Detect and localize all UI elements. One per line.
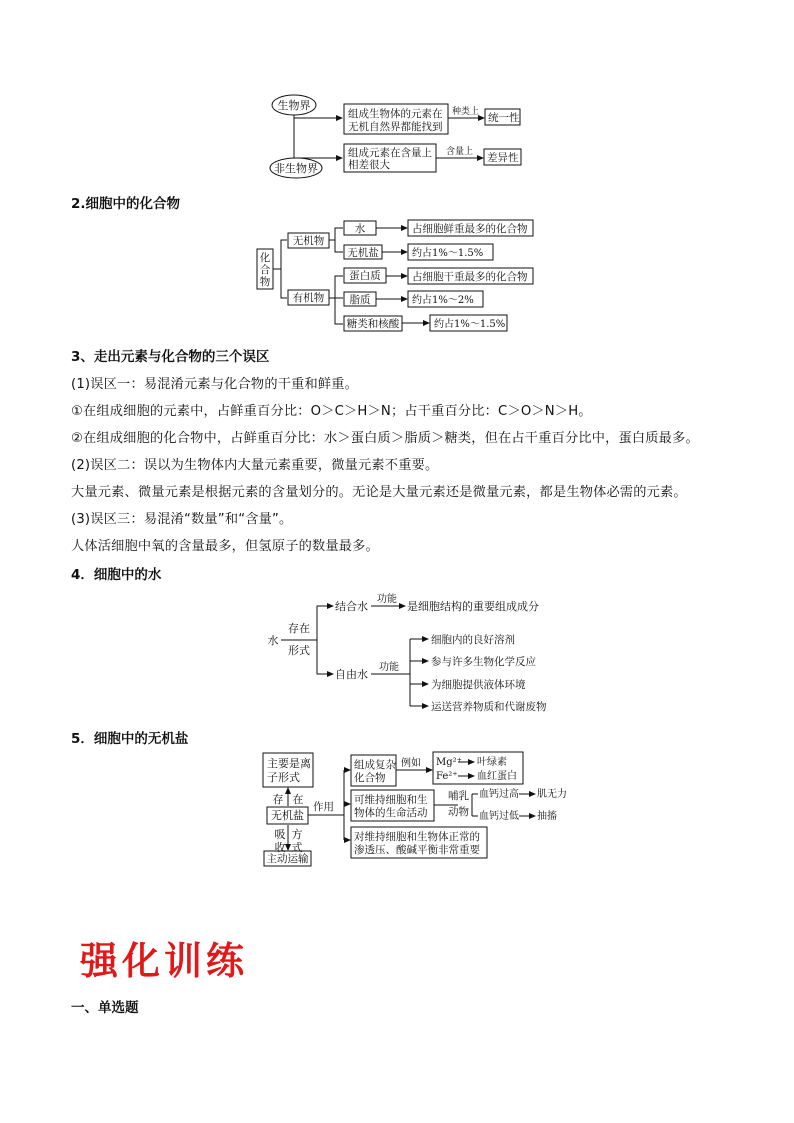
section4-title: 4．细胞中的水 (71, 567, 162, 583)
role1-line2: 化合物 (354, 772, 386, 784)
mammal-line2: 动物 (448, 806, 469, 818)
inorganic-label: 无机物 (292, 235, 325, 247)
bound-func-label: 功能 (377, 594, 397, 605)
method-char-1: 方 (291, 828, 303, 841)
water-label: 水 (354, 223, 366, 235)
lipid-desc: 约占1%～2% (412, 295, 474, 306)
mg-ion: Mg²⁺ (436, 757, 462, 768)
free-func-3: 为细胞提供液体环境 (431, 679, 526, 691)
action-label: 作用 (313, 801, 334, 813)
absorb-char-2: 收 (274, 841, 286, 854)
fe-ion: Fe²⁺ (436, 771, 458, 782)
section5-title: 5．细胞中的无机盐 (71, 731, 189, 747)
exist-char-1: 存 (272, 793, 284, 806)
root-char-2: 合 (259, 264, 271, 276)
section3-line-3: ②在组成细胞的化合物中，占鲜重百分比：水＞蛋白质＞脂质＞糖类，但在占干重百分比中，蛋白质最多。 (71, 431, 699, 446)
section3-line-4: (2)误区二：误以为生物体内大量元素重要，微量元素不重要。 (71, 458, 439, 473)
single-choice-title: 一、单选题 (71, 1000, 139, 1016)
salt-label: 无机盐 (347, 247, 379, 259)
diagram-water (265, 590, 565, 720)
box2-line2: 相差很大 (348, 159, 390, 171)
role1-line1: 组成复杂 (354, 759, 396, 771)
free-func-2: 参与许多生物化学反应 (431, 656, 536, 668)
mammal-line1: 哺乳 (448, 790, 469, 802)
box2-line1: 组成元素在含量上 (348, 147, 432, 159)
salt-desc: 约占1%～1.5% (412, 248, 484, 259)
water-desc: 占细胞鲜重最多的化合物 (412, 223, 528, 235)
absorb-char-1: 吸 (274, 828, 286, 841)
bound-func-desc: 是细胞结构的重要组成成分 (407, 600, 539, 613)
nonbio-world-label: 非生物界 (274, 162, 318, 175)
sugar-desc: 约占1%～1.5% (434, 319, 506, 330)
main-form-line1: 主要是离 (267, 757, 311, 770)
example-label: 例如 (401, 758, 421, 769)
diagram-compounds (255, 215, 540, 335)
training-title: 强化训练 (80, 938, 249, 983)
section3-line-7: 人体活细胞中氧的含量最多，但氢原子的数量最多。 (71, 539, 379, 554)
organic-label: 有机物 (292, 292, 325, 304)
unity-result: 统一性 (488, 112, 520, 124)
salt-center: 无机盐 (271, 809, 304, 822)
section3-line-6: (3)误区三：易混淆“数量”和“含量”。 (71, 512, 293, 527)
bio-world-label: 生物界 (277, 99, 311, 112)
lipid-label: 脂质 (349, 294, 371, 306)
role3-line1: 对维持细胞和生物体正常的 (354, 831, 480, 843)
protein-desc: 占细胞干重最多的化合物 (412, 271, 528, 283)
free-func-4: 运送营养物质和代谢废物 (431, 701, 547, 713)
exist-label: 存在 (288, 622, 310, 635)
hemoglobin: 血红蛋白 (477, 771, 517, 782)
bound-water: 结合水 (335, 600, 368, 613)
method-char-2: 式 (291, 841, 303, 854)
cramp: 抽搐 (537, 811, 557, 822)
active-transport: 主动运输 (266, 853, 309, 865)
section2-title: 2.细胞中的化合物 (71, 196, 181, 212)
sugar-nucleic-label: 糖类和核酸 (346, 318, 400, 330)
exist-char-2: 在 (292, 793, 304, 806)
section3-line-5: 大量元素、微量元素是根据元素的含量划分的。无论是大量元素还是微量元素，都是生物体必需的元素。 (71, 485, 687, 500)
free-water: 自由水 (335, 668, 368, 681)
section3-line-1: (1)误区一：易混淆元素与化合物的干重和鲜重。 (71, 377, 359, 392)
role2-line1: 可维持细胞和生 (354, 794, 428, 806)
form-label: 形式 (288, 644, 310, 657)
diagram-elements-unity (260, 90, 540, 180)
water-root: 水 (267, 634, 279, 647)
free-func-1: 细胞内的良好溶剂 (431, 634, 515, 646)
free-func-label: 功能 (379, 662, 399, 673)
diagram-inorganic-salt (260, 750, 590, 870)
ca-low: 血钙过低 (479, 811, 519, 822)
role3-line2: 渗透压、酸碱平衡非常重要 (354, 844, 480, 856)
protein-label: 蛋白质 (349, 270, 381, 282)
chlorophyll: 叶绿素 (477, 757, 507, 768)
ca-high: 血钙过高 (479, 789, 519, 800)
section3-line-2: ①在组成细胞的元素中，占鲜重百分比：O＞C＞H＞N；占干重百分比：C＞O＞N＞H。 (71, 404, 592, 419)
content-label: 含量上 (446, 147, 474, 157)
root-char-1: 化 (259, 252, 271, 264)
root-char-3: 物 (259, 276, 271, 288)
role2-line2: 物体的生命活动 (354, 807, 428, 819)
section3-title: 3、走出元素与化合物的三个误区 (71, 349, 270, 365)
box1-line2: 无机自然界都能找到 (348, 121, 443, 133)
box1-line1: 组成生物体的元素在 (348, 108, 443, 120)
diff-result: 差异性 (487, 152, 519, 164)
type-label: 种类上 (452, 107, 480, 117)
main-form-line2: 子形式 (267, 771, 300, 784)
muscle-weak: 肌无力 (537, 789, 567, 800)
